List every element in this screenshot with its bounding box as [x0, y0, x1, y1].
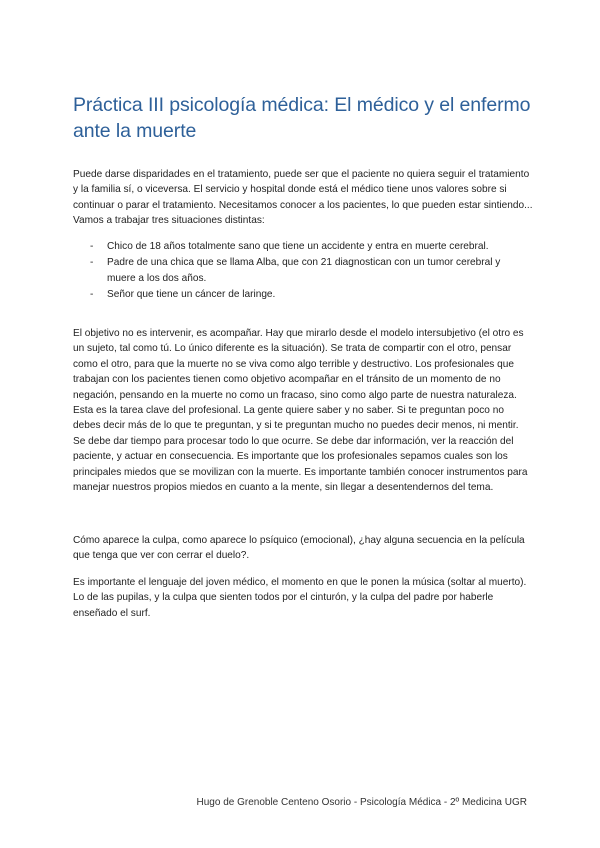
bullet-dash: - [90, 241, 94, 252]
list-item [73, 255, 533, 286]
bullet-dash: - [90, 289, 94, 301]
list-item [73, 239, 533, 254]
situations-list [73, 239, 533, 304]
list-item [73, 287, 533, 302]
page-footer: Hugo de Grenoble Centeno Osorio - Psicología Médica - 2º Medicina UGR [196, 797, 527, 808]
guilt-question-paragraph: Cómo aparece la culpa, como aparece lo psíquico (emocional), ¿hay alguna secuencia en la película que tenga que ver con cerrar el duelo?. [73, 535, 525, 562]
bullet-dash: - [90, 257, 94, 269]
list-item-text: Señor que tiene un cáncer de laringe. [107, 289, 276, 301]
list-item-text: Padre de una chica que se llama Alba, que con 21 diagnostican con un tumor cerebral y muere a los dos años. [107, 257, 501, 284]
objective-paragraph: El objetivo no es intervenir, es acompañar. Hay que mirarlo desde el modelo intersubjetivo (el otro es un sujeto, tal como tú. Lo único diferente es la situación). Se trata de compartir con el otro, pensar como el otro, para que la muerte no se viva como algo terrible y destructivo. Los profesionales que trabajan con los pacientes tienen como objetivo acompañar en el tránsito de un momento de no negación, pensando en la muerte no como un fracaso, sino como algo parte de nuestra naturaleza. Esta es la tarea clave del profesional. La gente quiere saber y no saber. Si te preguntan poco no debes decir más de lo que te preguntan, y si te preguntan mucho no puedes decir menos, ni mentir. Se debe dar tiempo para procesar todo lo que ocurre. Se debe dar información, ver la reacción del paciente, y actuar en consecuencia. Es importante que los profesionales sepamos cuales son los principales miedos que se movilizan con la muerte. Es importante también conocer instrumentos para manejar nuestros propios miedos en cuanto a la mente, sin llegar a desentendernos del tema. [73, 328, 528, 494]
intro-paragraph: Puede darse disparidades en el tratamiento, puede ser que el paciente no quiera seguir el tratamiento y la familia sí, o viceversa. El servicio y hospital donde está el médico tiene unos valores sobre si continuar o parar el tratamiento. Necesitamos conocer a los pacientes, lo que pueden estar sintiendo... Vamos a trabajar tres situaciones distintas: [73, 169, 533, 227]
language-paragraph: Es importante el lenguaje del joven médico, el momento en que le ponen la música (soltar al muerto). Lo de las pupilas, y la culpa que sienten todos por el cinturón, y la culpa del padre por haberle enseñado el surf. [73, 577, 527, 619]
list-item-text: Chico de 18 años totalmente sano que tiene un accidente y entra en muerte cerebral. [107, 241, 489, 252]
page-title: Práctica III psicología médica: El médico y el enfermo ante la muerte [73, 94, 531, 142]
